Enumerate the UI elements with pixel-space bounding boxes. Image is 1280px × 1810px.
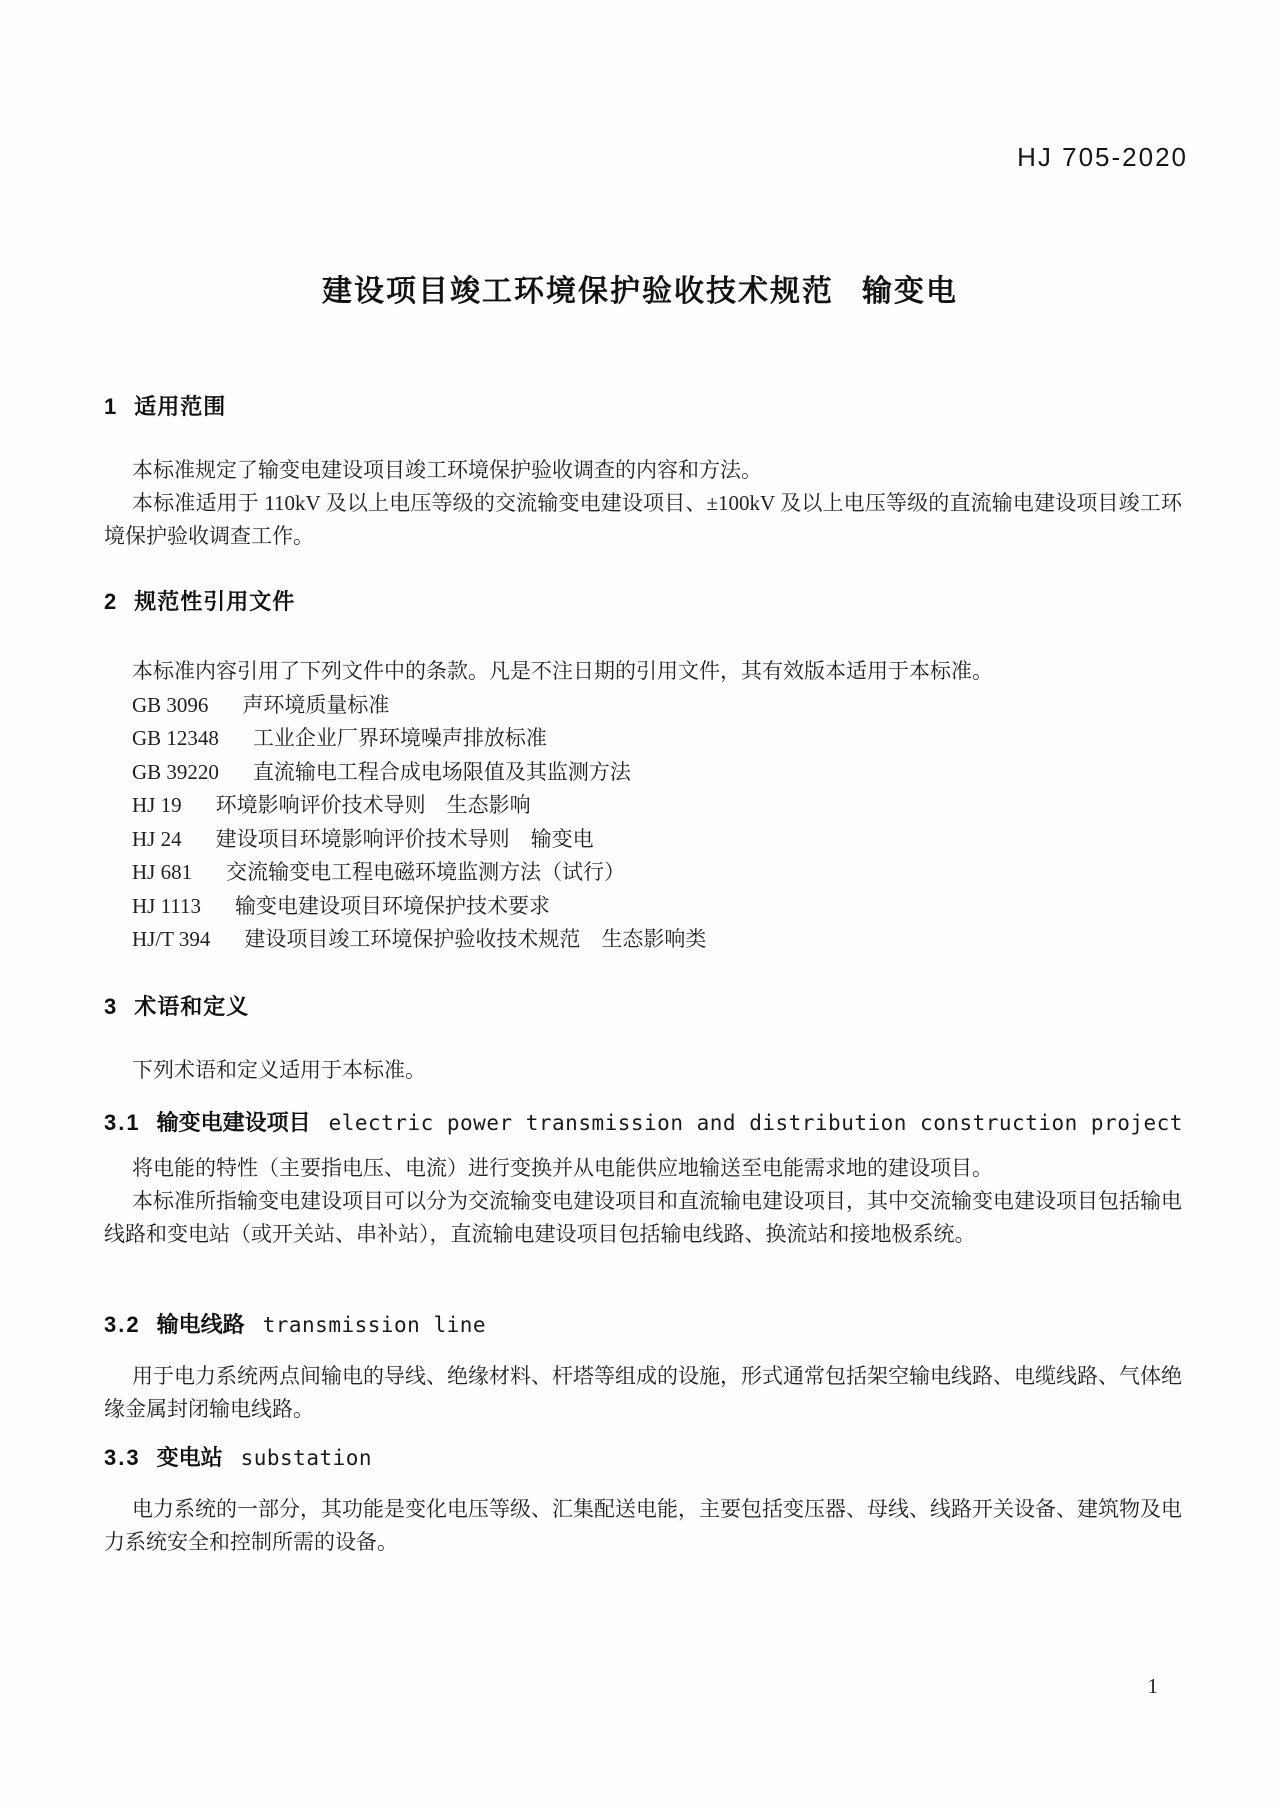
reference-title: 交流输变电工程电磁环境监测方法（试行） [226, 860, 626, 884]
reference-title: 建设项目环境影响评价技术导则 输变电 [215, 826, 594, 851]
term-3-3-heading [104, 1441, 1182, 1475]
reference-row [104, 756, 1182, 790]
references-list [104, 655, 1182, 957]
term-3-2-paragraph-1: 用于电力系统两点间输电的导线、绝缘材料、杆塔等组成的设施，形式通常包括架空输电线路、电缆线路、气体绝缘金属封闭输电线路。 [104, 1364, 1182, 1421]
term-3-1-heading [104, 1106, 1182, 1140]
reference-row [104, 890, 1182, 924]
terms-intro: 下列术语和定义适用于本标准。 [132, 1058, 426, 1082]
reference-code: GB 39220 [132, 759, 219, 784]
reference-title: 直流输电工程合成电场限值及其监测方法 [252, 759, 631, 784]
reference-code: GB 3096 [132, 692, 209, 717]
term-3-2-name-zh: 输电线路 [156, 1312, 245, 1337]
references-intro: 本标准内容引用了下列文件中的条款。凡是不注日期的引用文件，其有效版本适用于本标准。 [132, 659, 993, 683]
section-3-heading [104, 990, 1182, 1024]
term-3-1-name-zh: 输变电建设项目 [156, 1110, 311, 1135]
reference-row [104, 722, 1182, 756]
reference-row [104, 789, 1182, 823]
section-1-number: 1 [104, 394, 118, 419]
scope-paragraph-1: 本标准规定了输变电建设项目竣工环境保护验收调查的内容和方法。 [132, 458, 762, 482]
term-3-2-name-en: transmission line [262, 1313, 487, 1337]
term-3-2-number: 3.2 [104, 1312, 141, 1337]
document-title-main: 建设项目竣工环境保护验收技术规范 [322, 275, 834, 308]
term-3-3-name-en: substation [240, 1446, 373, 1470]
section-3-title: 术语和定义 [134, 994, 250, 1019]
section-2-heading [104, 585, 1182, 619]
standard-number: HJ 705-2020 [1017, 142, 1188, 172]
reference-code: HJ 19 [132, 793, 182, 817]
section-1-title: 适用范围 [134, 394, 227, 419]
term-3-1-definition [104, 1152, 1182, 1251]
reference-title: 输变电建设项目环境保护技术要求 [235, 893, 551, 918]
section-2-title: 规范性引用文件 [134, 589, 296, 614]
reference-row [104, 923, 1182, 957]
term-3-3-name-zh: 变电站 [156, 1445, 223, 1470]
term-3-1-name-en: electric power transmission and distribution construction project [328, 1111, 1183, 1135]
term-3-1-paragraph-2: 本标准所指输变电建设项目可以分为交流输变电建设项目和直流输电建设项目，其中交流输变电建设项目包括输电线路和变电站（或开关站、串补站），直流输电建设项目包括输电线路、换流站和接地极系统。 [104, 1189, 1182, 1246]
reference-title: 声环境质量标准 [242, 692, 390, 717]
reference-row [104, 823, 1182, 857]
reference-code: HJ 1113 [132, 893, 202, 918]
document-title [0, 266, 1280, 310]
document-title-suffix: 输变电 [862, 275, 958, 308]
reference-row [104, 856, 1182, 890]
page-number: 1 [1147, 1674, 1158, 1698]
section-2-number: 2 [104, 589, 118, 614]
term-3-2-definition [104, 1360, 1182, 1426]
reference-title: 建设项目竣工环境保护验收技术规范 生态影响类 [244, 927, 707, 951]
reference-title: 工业企业厂界环境噪声排放标准 [252, 726, 547, 750]
reference-code: HJ/T 394 [132, 927, 211, 951]
term-3-1-number: 3.1 [104, 1110, 141, 1135]
reference-code: HJ 24 [132, 826, 182, 851]
section-1-body [104, 454, 1182, 553]
terms-intro-block [104, 1054, 1182, 1087]
section-3-number: 3 [104, 994, 118, 1019]
term-3-3-definition [104, 1493, 1182, 1559]
reference-code: GB 12348 [132, 726, 219, 750]
scope-paragraph-2: 本标准适用于 110kV 及以上电压等级的交流输变电建设项目、±100kV 及以上电压等级的直流输电建设项目竣工环境保护验收调查工作。 [104, 491, 1182, 548]
reference-row [104, 689, 1182, 723]
reference-code: HJ 681 [132, 860, 193, 884]
term-3-3-paragraph-1: 电力系统的一部分，其功能是变化电压等级、汇集配送电能，主要包括变压器、母线、线路开关设备、建筑物及电力系统安全和控制所需的设备。 [104, 1497, 1182, 1554]
reference-title: 环境影响评价技术导则 生态影响 [215, 793, 531, 817]
term-3-3-number: 3.3 [104, 1445, 141, 1470]
term-3-1-paragraph-1: 将电能的特性（主要指电压、电流）进行变换并从电能供应地输送至电能需求地的建设项目。 [132, 1156, 993, 1180]
section-1-heading [104, 390, 1182, 424]
term-3-2-heading [104, 1308, 1182, 1342]
